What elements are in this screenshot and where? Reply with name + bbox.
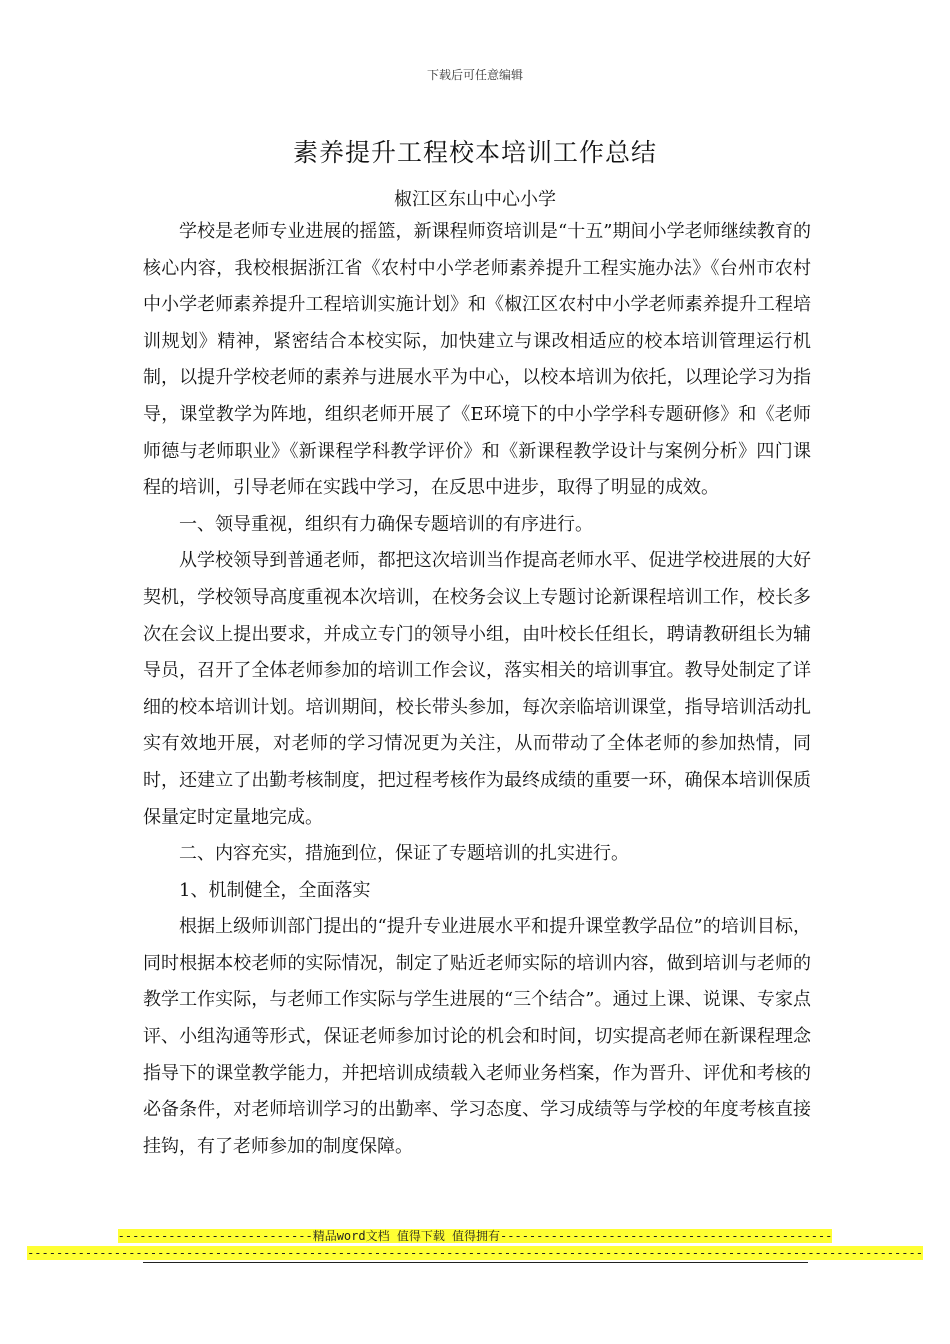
document-subtitle: 椒江区东山中心小学 <box>394 189 556 210</box>
footer-divider <box>143 1262 808 1263</box>
section-heading-1: 一、领导重视，组织有力确保专题培训的有序进行。 <box>179 513 593 535</box>
footer-banner <box>0 1228 950 1262</box>
paragraph-intro: 学校是老师专业进展的摇篮，新课程师资培训是“十五”期间小学老师继续教育的核心内容，我校根据浙江省《农村中小学老师素养提升工程实施办法》《台州市农村中小学老师素养提升工程培训实施计划》和《椒江区农村中小学老师素养提升工程培训规划》精神，紧密结合本校实际，加快建立与课改相适应的校本培训管理运行机制，以提升学校老师的素养与进展水平为中心，以校本培训为依托，以理论学习为指导，课堂教学为阵地，组织老师开展了《E环境下的中小学学科专题研修》和《老师师德与老师职业》《新课程学科教学评价》和《新课程教学设计与案例分析》四门课程的培训，引导老师在实践中学习，在反思中进步，取得了明显的成效。 <box>143 221 811 499</box>
section-heading-2: 二、内容充实，措施到位，保证了专题培训的扎实进行。 <box>179 843 629 865</box>
subsection-heading-1: 1、机制健全，全面落实 <box>179 879 371 901</box>
document-title: 素养提升工程校本培训工作总结 <box>292 138 657 167</box>
paragraph-mechanism: 根据上级师训部门提出的“提升专业进展水平和提升课堂教学品位”的培训目标，同时根据本校老师的实际情况，制定了贴近老师实际的培训内容，做到培训与老师的教学工作实际，与老师工作实际与学生进展的“三个结合”。通过上课、说课、专家点评、小组沟通等形式，保证老师参加讨论的机会和时间，切实提高老师在新课程理念指导下的课堂教学能力，并把培训成绩载入老师业务档案，作为晋升、评优和考核的必备条件，对老师培训学习的出勤率、学习态度、学习成绩等与学校的年度考核直接挂钩，有了老师参加的制度保障。 <box>143 916 811 1157</box>
footer-banner-line-2: ---------------------------------------------------------------------------------------------------------------------------- <box>27 1246 923 1260</box>
footer-banner-line-1: ---------------------------精品word文档 值得下载 值得拥有---------------------------------------------- <box>117 1229 833 1243</box>
document-body <box>143 214 811 1165</box>
header-note: 下载后可任意编辑 <box>426 68 523 82</box>
paragraph-leadership: 从学校领导到普通老师，都把这次培训当作提高老师水平、促进学校进展的大好契机，学校领导高度重视本次培训，在校务会议上专题讨论新课程培训工作，校长多次在会议上提出要求，并成立专门的领导小组，由叶校长任组长，聘请教研组长为辅导员，召开了全体老师参加的培训工作会议，落实相关的培训事宜。教导处制定了详细的校本培训计划。培训期间，校长带头参加，每次亲临培训课堂，指导培训活动扎实有效地开展，对老师的学习情况更为关注，从而带动了全体老师的参加热情，同时，还建立了出勤考核制度，把过程考核作为最终成绩的重要一环，确保本培训保质保量定时定量地完成。 <box>143 550 811 828</box>
